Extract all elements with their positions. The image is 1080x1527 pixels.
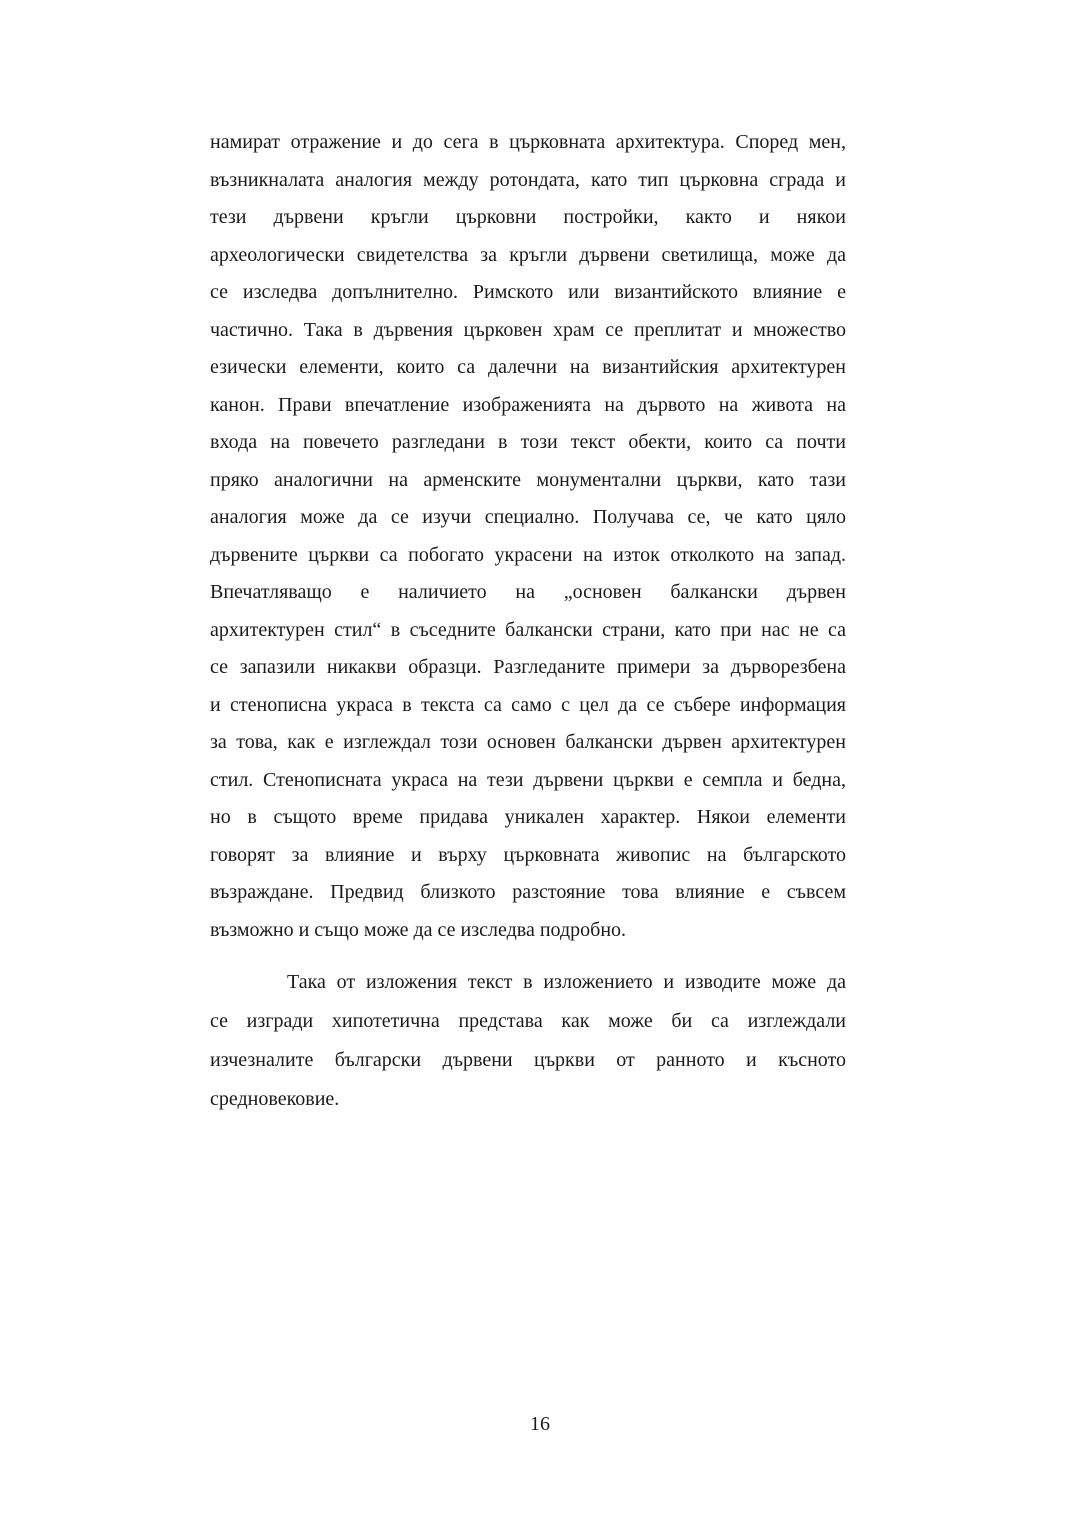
page-number: 16 — [530, 1413, 550, 1435]
text-line: се изследва допълнително. Римското или византийското влияние е — [210, 281, 846, 303]
text-line: езически елементи, които са далечни на византийския архитектурен — [210, 356, 846, 378]
text-line: възраждане. Предвид близкото разстояние това влияние е съвсем — [210, 881, 846, 903]
paragraph-1 — [210, 124, 846, 949]
text-line: говорят за влияние и върху църковната живопис на българското — [210, 843, 846, 866]
text-line: пряко аналогични на арменските монументални църкви, като тази — [210, 468, 846, 491]
text-line: тези дървени кръгли църковни постройки, както и някои — [210, 206, 846, 228]
text-line: аналогия може да се изучи специално. Получава се, че като цяло — [210, 506, 846, 528]
text-line: и стенописна украса в текста са само с цел да се събере информация — [210, 693, 846, 716]
text-line: намират отражение и до сега в църковната архитектура. Според мен, — [210, 131, 846, 153]
text-line: архитектурен стил“ в съседните балкански страни, като при нас не са — [210, 618, 846, 641]
text-line: археологически свидетелства за кръгли дървени светилища, може да — [210, 243, 846, 266]
text-line: входа на повечето разгледани в този текст обекти, които са почти — [210, 431, 846, 453]
text-line: дървените църкви са побогато украсени на изток отколкото на запад. — [210, 543, 846, 566]
text-line: възможно и също може да се изследва подробно. — [210, 918, 627, 941]
text-line: но в същото време придава уникален характер. Някои елементи — [210, 806, 846, 828]
text-line: изчезналите български дървени църкви от ранното и късното — [210, 1049, 846, 1071]
text-line: се изгради хипотетична представа как може би са изглеждали — [210, 1010, 846, 1032]
text-line: се запазили никакви образци. Разгледаните примери за дърворезбена — [210, 656, 846, 678]
text-line: частично. Така в дървения църковен храм се преплитат и множество — [210, 318, 846, 341]
text-line: Впечатляващо е наличието на „основен балкански дървен — [210, 581, 846, 603]
text-line: стил. Стенописната украса на тези дървени църкви е семпла и бедна, — [210, 768, 846, 791]
text-line: Така от изложения текст в изложението и изводите може да — [287, 971, 846, 993]
text-line: средновековие. — [210, 1088, 340, 1110]
paragraph-2 — [210, 963, 846, 1119]
text-line: възникналата аналогия между ротондата, като тип църковна сграда и — [210, 168, 846, 191]
text-line: за това, как е изглеждал този основен балкански дървен архитектурен — [210, 731, 846, 753]
text-line: канон. Прави впечатление изображенията на дървото на живота на — [210, 393, 846, 416]
